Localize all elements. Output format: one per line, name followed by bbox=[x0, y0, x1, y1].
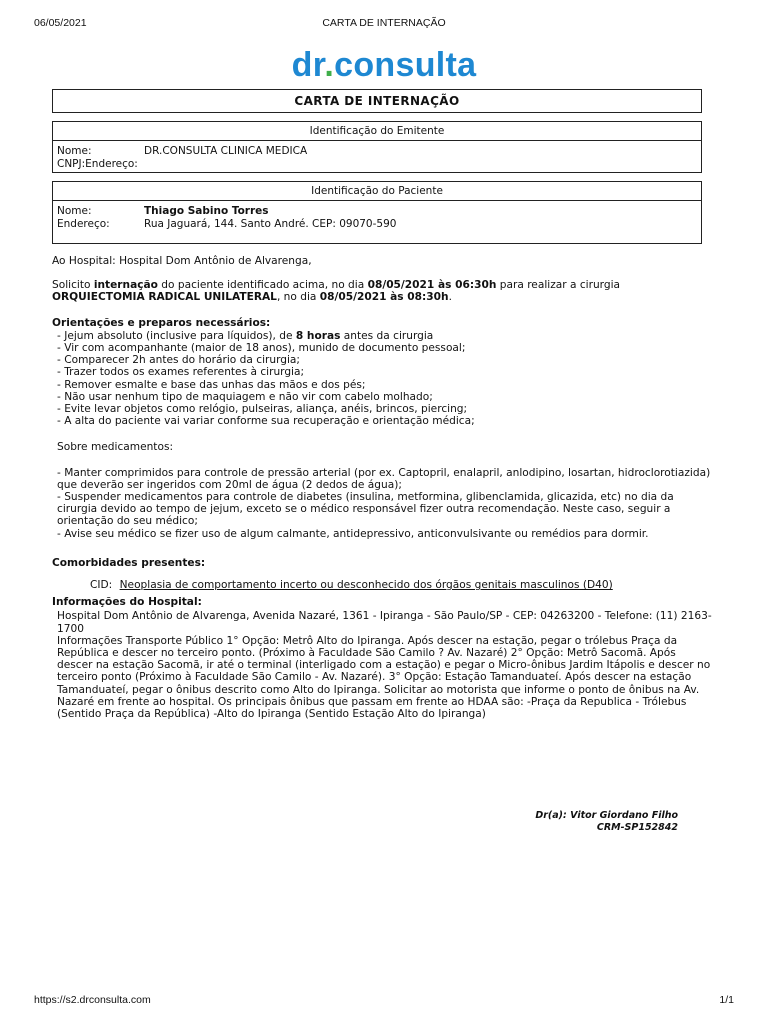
orientacoes-heading: Orientações e preparos necessários: bbox=[52, 316, 271, 329]
footer-url[interactable]: https://s2.drconsulta.com bbox=[34, 994, 151, 1006]
emitente-nome: DR.CONSULTA CLINICA MEDICA bbox=[144, 145, 308, 157]
comorbidades-heading: Comorbidades presentes: bbox=[52, 556, 206, 569]
paciente-endereco-label: Endereço: bbox=[57, 218, 110, 230]
emitente-cnpj-row bbox=[53, 158, 701, 171]
list-item: - Vir com acompanhante (maior de 18 anos), munido de documento pessoal; bbox=[57, 342, 466, 355]
list-item: - Suspender medicamentos para controle de diabetes (insulina, metformina, glibenclamida, glicazida, etc) no dia da cirurgia devido ao tempo de jejum, exceto se o médico responsável fizer outra recomendação. Neste caso, seguir a orientação do seu médico; bbox=[57, 491, 674, 528]
request-paragraph: Solicito internação do paciente identificado acima, no dia 08/05/2021 às 06:30h para realizar a cirurgia ORQUIECTOMIA RADICAL UNILATERAL, no dia 08/05/2021 às 08:30h. bbox=[52, 279, 621, 304]
paciente-nome: Thiago Sabino Torres bbox=[144, 205, 269, 217]
medicamentos-heading: Sobre medicamentos: bbox=[57, 441, 174, 454]
emitente-box bbox=[52, 121, 702, 173]
signature bbox=[420, 810, 678, 834]
logo-text-dr: dr bbox=[291, 46, 325, 84]
list-item: - Comparecer 2h antes do horário da cirurgia; bbox=[57, 354, 300, 367]
cid-label: CID: bbox=[90, 579, 113, 592]
drconsulta-logo bbox=[0, 46, 768, 85]
logo-dot: . bbox=[324, 46, 335, 84]
list-item: - Manter comprimidos para controle de pressão arterial (por ex. Captopril, enalapril, anlodipino, losartan, hidroclorotiazida) que deverão ser ingeridos com 20ml de água (2 dedos de água); bbox=[57, 466, 711, 491]
paciente-endereco: Rua Jaguará, 144. Santo André. CEP: 09070-590 bbox=[144, 218, 397, 230]
paciente-nome-row bbox=[53, 205, 701, 218]
emitente-cnpj-label: CNPJ:Endereço: bbox=[57, 158, 138, 170]
list-item: - Jejum absoluto (inclusive para líquidos), de 8 horas antes da cirurgia bbox=[57, 329, 434, 342]
print-date: 06/05/2021 bbox=[34, 17, 87, 29]
orientacoes-list bbox=[52, 330, 712, 428]
list-item: - A alta do paciente vai variar conforme sua recuperação e orientação médica; bbox=[57, 415, 475, 428]
letter-body bbox=[52, 255, 712, 720]
hospital-transport: Informações Transporte Público 1° Opção: Metrô Alto do Ipiranga. Após descer na estação, pegar o trólebus Praça da República e descer no terceiro ponto. (Próximo à Faculdade São Camilo ? Av. Nazaré) 2° Opção: Metrô Sacomã. Após descer na estação Sacomã, ir até o terminal (interligado com a estação) e pegar o Micro-ônibus Jardim Itápolis e descer no terceiro ponto (Próximo à Faculdade São Camilo - Av. Nazaré). 3° Opção: Estação Tamanduateí. Após descer na estação Tamanduateí, pegar o ônibus descrito como Alto do Ipiranga. Solicitar ao motorista que informe o ponto de ônibus na Av. Nazaré em frente ao hospital. Os principais ônibus que passam em frente ao HDAA são: -Praça da Republica - Trólebus (Sentido Praça da República) -Alto do Ipiranga (Sentido Estação Alto do Ipiranga) bbox=[57, 634, 711, 721]
logo-text-consulta: consulta bbox=[334, 46, 477, 84]
emitente-nome-row bbox=[53, 145, 701, 158]
emitente-nome-label: Nome: bbox=[57, 145, 92, 157]
emitente-heading: Identificação do Emitente bbox=[53, 122, 701, 141]
list-item: - Remover esmalte e base das unhas das mãos e dos pés; bbox=[57, 378, 366, 391]
paciente-endereco-row bbox=[53, 218, 701, 231]
cid-value: Neoplasia de comportamento incerto ou desconhecido dos órgãos genitais masculinos (D40) bbox=[119, 579, 613, 592]
doctor-name: Dr(a): Vitor Giordano Filho bbox=[535, 810, 678, 821]
list-item: - Não usar nenhum tipo de maquiagem e não vir com cabelo molhado; bbox=[57, 390, 433, 403]
list-item: - Avise seu médico se fizer uso de algum calmante, antidepressivo, anticonvulsivante ou remédios para dormir. bbox=[57, 527, 649, 540]
paciente-box bbox=[52, 181, 702, 244]
medicamentos-section bbox=[52, 441, 712, 539]
doctor-crm: CRM-SP152842 bbox=[596, 822, 678, 833]
list-item: - Trazer todos os exames referentes à cirurgia; bbox=[57, 366, 305, 379]
paciente-nome-label: Nome: bbox=[57, 205, 92, 217]
hospital-heading: Informações do Hospital: bbox=[52, 596, 202, 609]
document-title: CARTA DE INTERNAÇÃO bbox=[52, 89, 702, 113]
cid-row bbox=[52, 579, 712, 591]
list-item: - Evite levar objetos como relógio, pulseiras, aliança, anéis, brincos, piercing; bbox=[57, 403, 468, 416]
hospital-address: Hospital Dom Antônio de Alvarenga, Avenida Nazaré, 1361 - Ipiranga - São Paulo/SP - CEP: 04263200 - Telefone: (11) 2163-1700 bbox=[57, 610, 712, 635]
greeting: Ao Hospital: Hospital Dom Antônio de Alvarenga, bbox=[52, 255, 312, 267]
page-number: 1/1 bbox=[719, 994, 734, 1006]
print-title: CARTA DE INTERNAÇÃO bbox=[322, 17, 446, 29]
paciente-heading: Identificação do Paciente bbox=[53, 182, 701, 201]
